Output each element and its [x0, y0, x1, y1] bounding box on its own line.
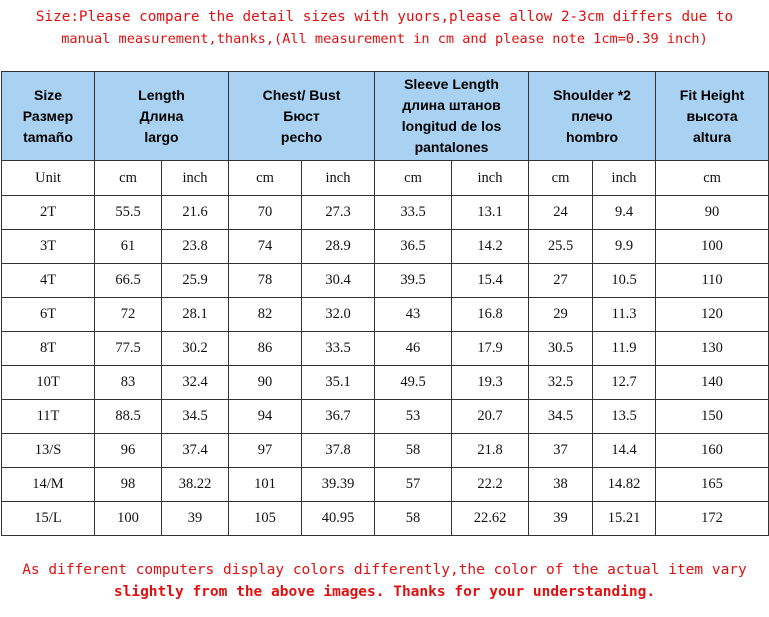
value-cell: 160 [656, 434, 769, 468]
table-row [2, 264, 769, 298]
color-disclaimer-line-2: slightly from the above images. Thanks for your understanding. [113, 584, 656, 600]
value-cell: 20.7 [452, 400, 529, 434]
value-cell: 39.5 [375, 264, 452, 298]
value-cell: 82 [229, 298, 302, 332]
value-cell: 21.6 [162, 196, 229, 230]
header-length: Length Длина largo [95, 72, 229, 161]
value-cell: 98 [95, 468, 162, 502]
unit-cell: inch [593, 161, 656, 196]
table-body [2, 161, 769, 536]
value-cell: 27 [529, 264, 593, 298]
value-cell: 94 [229, 400, 302, 434]
measurement-note [0, 6, 769, 64]
header-chest-bust: Chest/ Bust Бюст pecho [229, 72, 375, 161]
value-cell: 70 [229, 196, 302, 230]
value-cell: 14.4 [593, 434, 656, 468]
value-cell: 11.9 [593, 332, 656, 366]
value-cell: 14.82 [593, 468, 656, 502]
color-disclaimer [0, 559, 769, 603]
size-cell: 15/L [2, 502, 95, 536]
value-cell: 17.9 [452, 332, 529, 366]
value-cell: 43 [375, 298, 452, 332]
value-cell: 97 [229, 434, 302, 468]
header-sleeve-length: Sleeve Length длина штанов longitud de los pantalones [375, 72, 529, 161]
value-cell: 88.5 [95, 400, 162, 434]
value-cell: 57 [375, 468, 452, 502]
value-cell: 39 [529, 502, 593, 536]
value-cell: 36.7 [302, 400, 375, 434]
value-cell: 15.21 [593, 502, 656, 536]
value-cell: 24 [529, 196, 593, 230]
value-cell: 23.8 [162, 230, 229, 264]
measurement-note-line-1: Size:Please compare the detail sizes with yuors,please allow 2-3cm differs due to [35, 9, 734, 25]
value-cell: 58 [375, 434, 452, 468]
value-cell: 86 [229, 332, 302, 366]
color-disclaimer-line-1: As different computers display colors differently,the color of the actual item vary [22, 562, 747, 578]
unit-cell: cm [375, 161, 452, 196]
value-cell: 11.3 [593, 298, 656, 332]
value-cell: 77.5 [95, 332, 162, 366]
value-cell: 30.2 [162, 332, 229, 366]
unit-cell: Unit [2, 161, 95, 196]
value-cell: 13.1 [452, 196, 529, 230]
size-cell: 3T [2, 230, 95, 264]
value-cell: 22.2 [452, 468, 529, 502]
table-row [2, 196, 769, 230]
value-cell: 14.2 [452, 230, 529, 264]
value-cell: 37 [529, 434, 593, 468]
value-cell: 36.5 [375, 230, 452, 264]
value-cell: 25.9 [162, 264, 229, 298]
value-cell: 16.8 [452, 298, 529, 332]
value-cell: 32.0 [302, 298, 375, 332]
value-cell: 165 [656, 468, 769, 502]
unit-cell: inch [162, 161, 229, 196]
value-cell: 37.8 [302, 434, 375, 468]
table-row [2, 434, 769, 468]
unit-cell: inch [302, 161, 375, 196]
value-cell: 10.5 [593, 264, 656, 298]
size-cell: 2T [2, 196, 95, 230]
header-size: Size Размер tamaño [2, 72, 95, 161]
unit-cell: cm [95, 161, 162, 196]
size-cell: 13/S [2, 434, 95, 468]
value-cell: 27.3 [302, 196, 375, 230]
table-row [2, 230, 769, 264]
table-header-row [2, 72, 769, 161]
value-cell: 33.5 [302, 332, 375, 366]
value-cell: 58 [375, 502, 452, 536]
unit-cell: cm [656, 161, 769, 196]
value-cell: 34.5 [162, 400, 229, 434]
value-cell: 15.4 [452, 264, 529, 298]
value-cell: 22.62 [452, 502, 529, 536]
value-cell: 78 [229, 264, 302, 298]
size-cell: 10T [2, 366, 95, 400]
table-row [2, 468, 769, 502]
size-cell: 4T [2, 264, 95, 298]
value-cell: 66.5 [95, 264, 162, 298]
unit-row [2, 161, 769, 196]
size-cell: 11T [2, 400, 95, 434]
size-cell: 14/M [2, 468, 95, 502]
value-cell: 90 [229, 366, 302, 400]
value-cell: 32.5 [529, 366, 593, 400]
value-cell: 110 [656, 264, 769, 298]
value-cell: 40.95 [302, 502, 375, 536]
value-cell: 100 [95, 502, 162, 536]
value-cell: 38.22 [162, 468, 229, 502]
value-cell: 9.9 [593, 230, 656, 264]
value-cell: 13.5 [593, 400, 656, 434]
measurement-note-line-2: manual measurement,thanks,(All measurement in cm and please note 1cm=0.39 inch) [61, 31, 708, 47]
value-cell: 130 [656, 332, 769, 366]
value-cell: 72 [95, 298, 162, 332]
value-cell: 19.3 [452, 366, 529, 400]
value-cell: 39 [162, 502, 229, 536]
value-cell: 46 [375, 332, 452, 366]
header-fit-height: Fit Height высота altura [656, 72, 769, 161]
table-row [2, 332, 769, 366]
value-cell: 9.4 [593, 196, 656, 230]
value-cell: 90 [656, 196, 769, 230]
value-cell: 28.1 [162, 298, 229, 332]
value-cell: 34.5 [529, 400, 593, 434]
header-shoulder: Shoulder *2 плечо hombro [529, 72, 656, 161]
value-cell: 140 [656, 366, 769, 400]
size-chart-table [1, 71, 769, 536]
value-cell: 30.5 [529, 332, 593, 366]
table-row [2, 366, 769, 400]
value-cell: 53 [375, 400, 452, 434]
value-cell: 21.8 [452, 434, 529, 468]
value-cell: 38 [529, 468, 593, 502]
value-cell: 150 [656, 400, 769, 434]
value-cell: 33.5 [375, 196, 452, 230]
value-cell: 100 [656, 230, 769, 264]
value-cell: 25.5 [529, 230, 593, 264]
unit-cell: cm [529, 161, 593, 196]
value-cell: 74 [229, 230, 302, 264]
unit-cell: inch [452, 161, 529, 196]
value-cell: 37.4 [162, 434, 229, 468]
value-cell: 49.5 [375, 366, 452, 400]
size-cell: 8T [2, 332, 95, 366]
value-cell: 39.39 [302, 468, 375, 502]
value-cell: 28.9 [302, 230, 375, 264]
value-cell: 61 [95, 230, 162, 264]
table-row [2, 400, 769, 434]
value-cell: 120 [656, 298, 769, 332]
value-cell: 101 [229, 468, 302, 502]
value-cell: 55.5 [95, 196, 162, 230]
value-cell: 30.4 [302, 264, 375, 298]
table-row [2, 502, 769, 536]
value-cell: 83 [95, 366, 162, 400]
value-cell: 35.1 [302, 366, 375, 400]
value-cell: 105 [229, 502, 302, 536]
unit-cell: cm [229, 161, 302, 196]
table-row [2, 298, 769, 332]
size-cell: 6T [2, 298, 95, 332]
value-cell: 96 [95, 434, 162, 468]
value-cell: 172 [656, 502, 769, 536]
value-cell: 29 [529, 298, 593, 332]
value-cell: 12.7 [593, 366, 656, 400]
value-cell: 32.4 [162, 366, 229, 400]
